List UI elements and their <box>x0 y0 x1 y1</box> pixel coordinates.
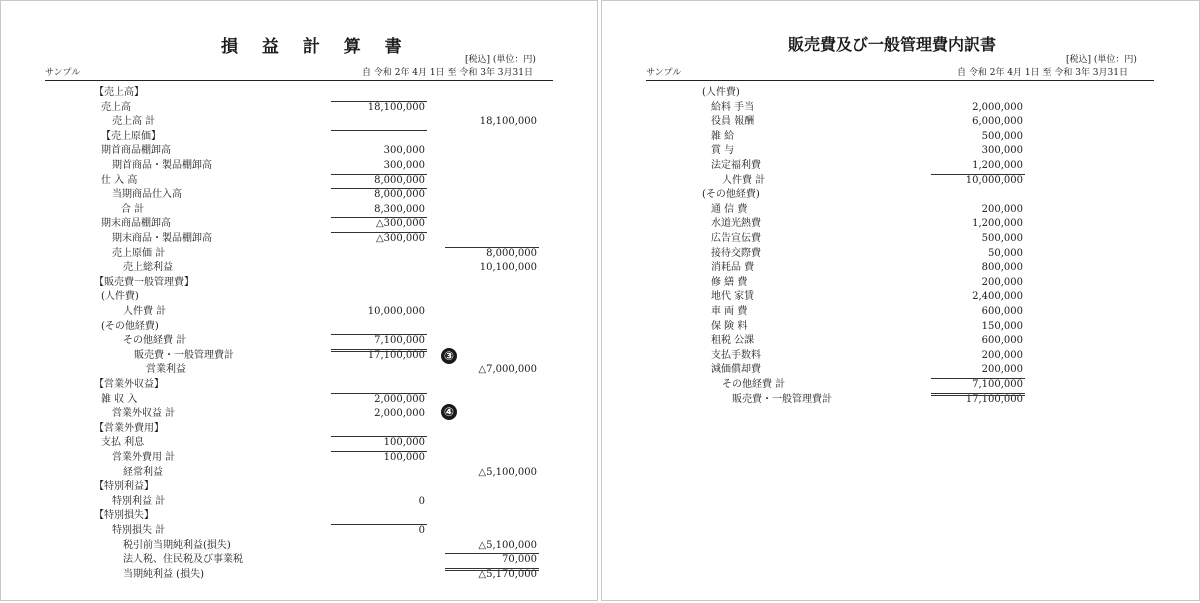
inner-amount: △300,000 <box>375 218 425 230</box>
row-label: 支払手数料 <box>711 349 761 361</box>
amount-underline <box>331 349 427 352</box>
amount: 200,000 <box>981 364 1023 376</box>
row-label: 売上高 <box>101 101 131 113</box>
amount-underline <box>331 174 427 175</box>
row-label: 人件費 計 <box>123 306 167 317</box>
outer-amount: 10,100,000 <box>479 262 537 274</box>
row-label: 【販売費一般管理費】 <box>94 276 194 288</box>
row-label: 税引前当期純利益(損失) <box>123 539 231 551</box>
row-label: (その他経費) <box>702 189 760 201</box>
row-label: 【売上原価】 <box>101 130 161 142</box>
tax-unit-note: [税込] (単位：円) <box>465 55 536 65</box>
row-label: 法定福利費 <box>711 160 761 171</box>
amount-underline <box>331 130 427 131</box>
row-label: 営業利益 <box>146 364 186 376</box>
amount: 600,000 <box>981 306 1023 317</box>
inner-amount: 8,000,000 <box>374 174 425 186</box>
row-label: 期末商品棚卸高 <box>101 218 171 230</box>
amount-underline <box>331 436 427 437</box>
row-label: 売上原価 計 <box>112 247 166 259</box>
row-label: 当期商品仕入高 <box>112 189 182 201</box>
inner-amount: 7,100,000 <box>374 335 425 347</box>
row-label: 【営業外収益】 <box>94 379 164 390</box>
row-label: 営業外収益 計 <box>112 408 176 420</box>
row-label: 車 両 費 <box>711 306 748 317</box>
inner-amount: 300,000 <box>383 145 425 157</box>
page-title: 損 益 計 算 書 <box>221 37 411 57</box>
amount-underline <box>331 101 427 102</box>
row-label: (人件費) <box>101 291 139 303</box>
row-label: 租税 公課 <box>711 335 755 347</box>
row-label: (人件費) <box>702 87 740 98</box>
amount-underline <box>331 334 427 335</box>
amount: 10,000,000 <box>965 174 1023 186</box>
outer-amount: 8,000,000 <box>486 247 537 259</box>
amount: 500,000 <box>981 233 1023 244</box>
row-label: その他経費 計 <box>123 335 187 347</box>
row-label: 売上総利益 <box>123 262 173 274</box>
inner-amount: 8,000,000 <box>374 189 425 201</box>
row-label: 減価償却費 <box>711 364 761 376</box>
marker-4-badge: ④ <box>441 404 457 420</box>
row-label: 雑 給 <box>711 130 735 142</box>
inner-amount: 2,000,000 <box>374 408 425 420</box>
amount: 150,000 <box>981 320 1023 332</box>
amount: 200,000 <box>981 276 1023 288</box>
total-underline <box>445 568 539 571</box>
inner-amount: 300,000 <box>383 160 425 171</box>
row-label: 保 険 料 <box>711 320 748 332</box>
fiscal-period: 自 令和 2年 4月 1日 至 令和 3年 3月31日 <box>362 68 533 78</box>
row-label: 雑 収 入 <box>101 393 138 405</box>
row-label: 特別利益 計 <box>112 495 166 507</box>
row-label: 賞 与 <box>711 145 735 157</box>
row-label: 【売上高】 <box>94 87 144 98</box>
amount-underline <box>331 524 427 525</box>
amount: 6,000,000 <box>972 116 1023 128</box>
row-label: その他経費 計 <box>722 379 786 390</box>
inner-amount: 10,000,000 <box>367 306 425 317</box>
amount-underline <box>331 188 427 189</box>
amount: 200,000 <box>981 349 1023 361</box>
inner-amount: △300,000 <box>375 233 425 244</box>
row-label: 通 信 費 <box>711 203 748 215</box>
amount: 1,200,000 <box>972 218 1023 230</box>
amount-underline <box>931 378 1025 379</box>
row-label: 期首商品・製品棚卸高 <box>112 160 212 171</box>
inner-amount: 0 <box>418 495 425 507</box>
row-label: 販売費・一般管理費計 <box>732 393 832 405</box>
amount: 50,000 <box>988 247 1023 259</box>
outer-amount: △5,170,000 <box>478 568 537 580</box>
amount: 7,100,000 <box>972 379 1023 390</box>
row-label: 経常利益 <box>123 466 163 478</box>
marker-3-badge: ③ <box>441 348 457 364</box>
inner-amount: 8,300,000 <box>374 203 425 215</box>
tax-unit-note: [税込] (単位：円) <box>1066 55 1137 65</box>
header-rule <box>646 80 1154 81</box>
row-label: 消耗品 費 <box>711 262 755 274</box>
inner-amount: 100,000 <box>383 452 425 463</box>
outer-amount: 70,000 <box>502 554 537 566</box>
amount: 2,400,000 <box>972 291 1023 303</box>
inner-amount: 2,000,000 <box>374 393 425 405</box>
row-label: 仕 入 高 <box>101 174 138 186</box>
total-underline <box>445 553 539 554</box>
row-label: 合 計 <box>121 203 145 215</box>
fiscal-period: 自 令和 2年 4月 1日 至 令和 3年 3月31日 <box>957 68 1128 78</box>
amount: 200,000 <box>981 203 1023 215</box>
amount-underline <box>331 393 427 394</box>
row-label: 当期純利益 (損失) <box>123 568 204 580</box>
amount: 1,200,000 <box>972 160 1023 171</box>
income-statement-page <box>0 0 598 601</box>
outer-amount: △5,100,000 <box>478 466 537 478</box>
row-label: (その他経費) <box>101 320 159 332</box>
inner-amount: 100,000 <box>383 437 425 449</box>
row-label: 支払 利息 <box>101 437 145 449</box>
amount: 800,000 <box>981 262 1023 274</box>
amount: 17,100,000 <box>965 393 1023 405</box>
row-label: 販売費・一般管理費計 <box>134 349 234 361</box>
row-label: 広告宣伝費 <box>711 233 761 244</box>
row-label: 【特別損失】 <box>94 510 154 522</box>
amount-underline <box>331 217 427 218</box>
row-label: 給料 手当 <box>711 101 755 113</box>
page-title: 販売費及び一般管理費内訳書 <box>788 35 997 54</box>
amount: 2,000,000 <box>972 101 1023 113</box>
row-label: 特別損失 計 <box>112 525 166 536</box>
row-label: 売上高 計 <box>112 116 156 128</box>
amount-underline <box>331 451 427 452</box>
row-label: 法人税、住民税及び事業税 <box>123 554 243 566</box>
row-label: 接待交際費 <box>711 247 761 259</box>
amount: 500,000 <box>981 130 1023 142</box>
row-label: 水道光熱費 <box>711 218 761 230</box>
total-underline <box>445 247 539 248</box>
row-label: 【営業外費用】 <box>94 422 164 434</box>
amount: 600,000 <box>981 335 1023 347</box>
inner-amount: 18,100,000 <box>367 101 425 113</box>
company-name: サンプル <box>45 68 81 78</box>
sga-breakdown-page <box>601 0 1200 601</box>
header-rule <box>45 80 553 81</box>
amount: 300,000 <box>981 145 1023 157</box>
outer-amount: △7,000,000 <box>478 364 537 376</box>
row-label: 人件費 計 <box>722 174 766 186</box>
row-label: 営業外費用 計 <box>112 452 176 463</box>
inner-amount: 17,100,000 <box>367 349 425 361</box>
row-label: 期首商品棚卸高 <box>101 145 171 157</box>
row-label: 修 繕 費 <box>711 276 748 288</box>
row-label: 役員 報酬 <box>711 116 755 128</box>
company-name: サンプル <box>646 68 682 78</box>
row-label: 地代 家賃 <box>711 291 755 303</box>
amount-underline <box>931 174 1025 175</box>
row-label: 期末商品・製品棚卸高 <box>112 233 212 244</box>
outer-amount: 18,100,000 <box>479 116 537 128</box>
outer-amount: △5,100,000 <box>478 539 537 551</box>
amount-underline <box>931 393 1025 396</box>
row-label: 【特別利益】 <box>94 481 154 493</box>
inner-amount: 0 <box>418 525 425 536</box>
amount-underline <box>331 232 427 233</box>
